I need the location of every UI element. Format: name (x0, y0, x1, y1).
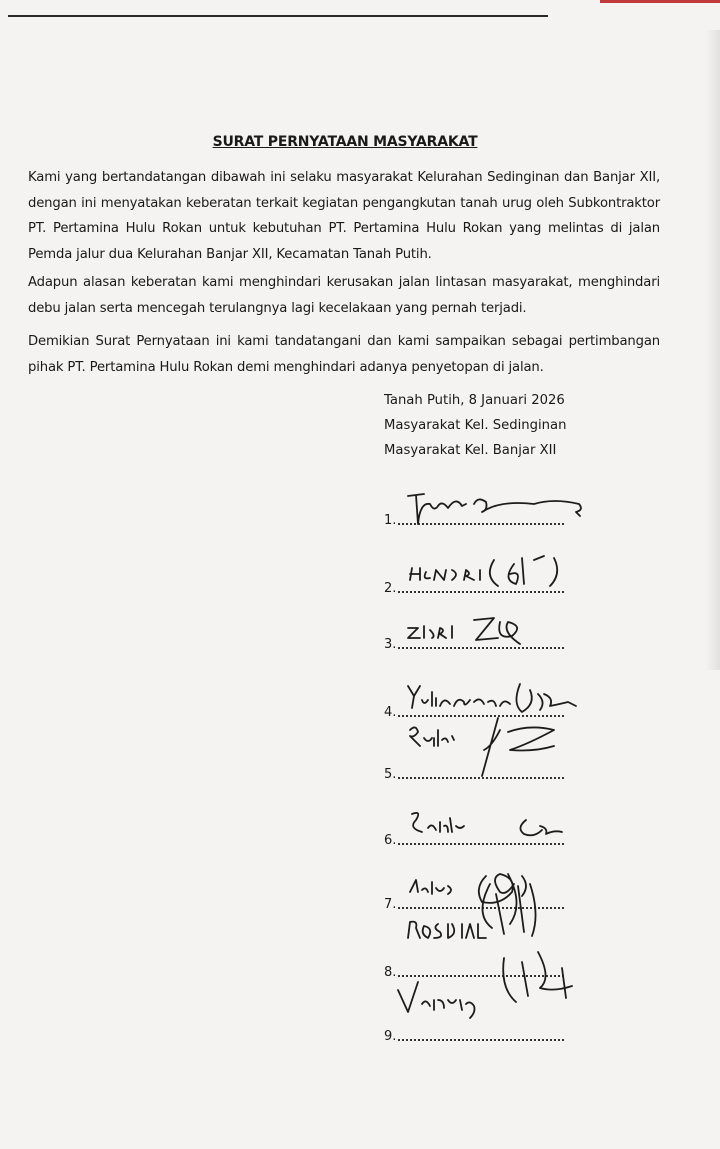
signatory-sedinginan: Masyarakat Kel. Sedinginan (384, 418, 567, 433)
signature-number: 5. (384, 767, 397, 782)
signature-row-1 (384, 488, 564, 528)
signature-6 (404, 802, 584, 852)
signature-number: 2. (384, 581, 397, 596)
signature-number: 8. (384, 965, 397, 980)
top-rule (8, 15, 548, 17)
signature-number: 9. (384, 1029, 397, 1044)
document-title: SURAT PERNYATAAN MASYARAKAT (212, 134, 478, 150)
signature-9 (404, 978, 604, 1048)
signature-number: 4. (384, 705, 397, 720)
signatory-banjar: Masyarakat Kel. Banjar XII (384, 443, 557, 458)
top-edge-mark (600, 0, 720, 3)
signature-row-4 (384, 680, 564, 720)
signature-row-8 (384, 940, 564, 980)
signature-row-6 (384, 808, 564, 848)
signature-5 (404, 716, 584, 786)
paragraph-reason: Adapun alasan keberatan kami menghindari kerusakan jalan lintasan masyarakat, menghindari debu jalan serta mencegah terulangnya lagi kecelakaan yang pernah terjadi. (28, 275, 660, 316)
signature-number: 6. (384, 833, 397, 848)
signature-2 (404, 550, 584, 600)
signature-1 (404, 482, 604, 532)
signature-3 (404, 606, 564, 656)
place-date: Tanah Putih, 8 Januari 2026 (384, 393, 565, 408)
signature-row-9 (384, 1004, 564, 1044)
paragraph-closing: Demikian Surat Pernyataan ini kami tandatangani dan kami sampaikan sebagai pertimbangan pihak PT. Pertamina Hulu Rokan demi menghindari adanya penyetopan di jalan. (28, 334, 660, 375)
paragraph-statement: Kami yang bertandatangan dibawah ini selaku masyarakat Kelurahan Sedinginan dan Banjar XII, dengan ini menyatakan keberatan terkait kegiatan pengangkutan tanah urug oleh Subkontraktor PT. Pertamina Hulu Rokan untuk kebutuhan PT. Pertamina Hulu Rokan yang melintas di jalan Pemda jalur dua Kelurahan Banjar XII, Kecamatan Tanah Putih. (28, 170, 660, 262)
signature-number: 1. (384, 513, 397, 528)
signature-row-2 (384, 556, 564, 596)
signature-number: 3. (384, 637, 397, 652)
signature-row-5 (384, 742, 564, 782)
signature-number: 7. (384, 897, 397, 912)
signature-row-3 (384, 612, 564, 652)
page-edge-shadow (706, 30, 720, 670)
